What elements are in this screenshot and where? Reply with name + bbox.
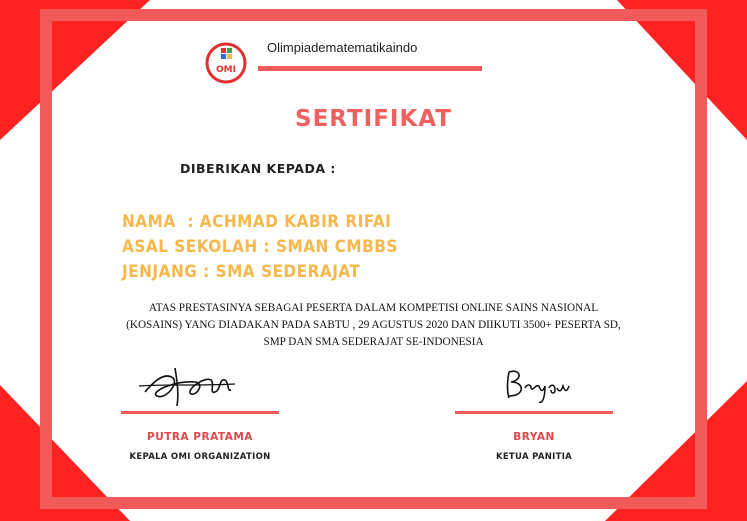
recipient-name: NAMA : ACHMAD KABIR RIFAI (122, 212, 392, 232)
omi-logo-icon (205, 42, 247, 84)
description-line: ATAS PRESTASINYA SEBAGAI PESERTA DALAM KOMPETISI ONLINE SAINS NASIONAL (148, 302, 599, 314)
frame-border-right (695, 9, 707, 509)
signatory-role-right: KETUA PANITIA (495, 452, 573, 462)
signature-putra-pratama (135, 360, 245, 410)
signature-bryan (495, 362, 575, 408)
certificate-title: SERTIFIKAT (295, 106, 452, 132)
signature-line-right (455, 411, 613, 414)
signatory-role-left: KEPALA OMI ORGANIZATION (129, 452, 271, 462)
description-line: (KOSAINS) YANG DIADAKAN PADA SABTU , 29 AGUSTUS 2020 DAN DIIKUTI 3500+ PESERTA SD, (126, 319, 621, 331)
signature-line-left (121, 411, 279, 414)
frame-border-top (40, 9, 707, 21)
logo-text: OMI (216, 65, 236, 75)
frame-border-left (40, 9, 52, 509)
signatory-name-left: PUTRA PRATAMA (147, 431, 253, 443)
frame-border-bottom (40, 497, 707, 509)
recipient-level: JENJANG : SMA SEDERAJAT (122, 262, 361, 282)
given-to-label: DIBERIKAN KEPADA : (180, 161, 336, 176)
description-line: SMP DAN SMA SEDERAJAT SE-INDONESIA (263, 336, 484, 348)
certificate-description (70, 300, 677, 351)
signatory-name-right: BRYAN (513, 431, 555, 443)
organization-underline (258, 66, 482, 71)
organization-name: Olimpiadematematikaindo (267, 40, 418, 55)
recipient-school: ASAL SEKOLAH : SMAN CMBBS (122, 237, 398, 257)
